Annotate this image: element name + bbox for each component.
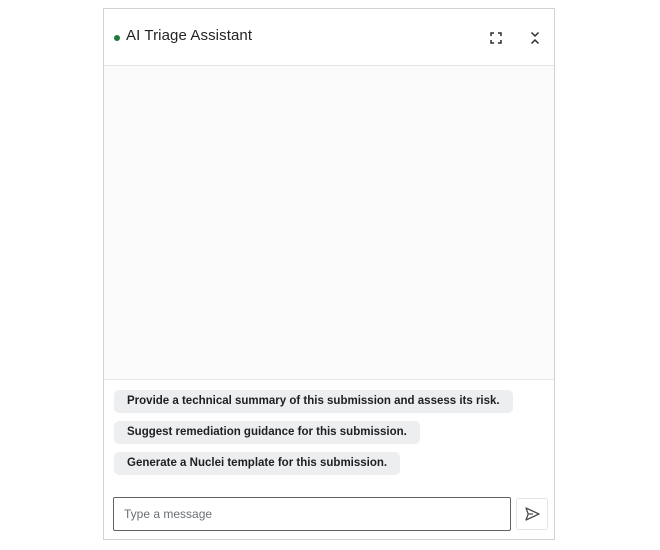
- ai-triage-assistant-panel: [103, 8, 555, 540]
- panel-title: AI Triage Assistant: [126, 27, 253, 44]
- message-composer: [113, 497, 511, 531]
- send-button[interactable]: [516, 498, 548, 530]
- suggestion-remediation-guidance[interactable]: Suggest remediation guidance for this submission.: [114, 421, 420, 444]
- suggestion-nuclei-template[interactable]: Generate a Nuclei template for this submission.: [114, 452, 400, 475]
- message-area[interactable]: [104, 66, 554, 380]
- suggestion-technical-summary[interactable]: Provide a technical summary of this submission and assess its risk.: [114, 390, 513, 413]
- collapse-button[interactable]: [524, 27, 546, 49]
- panel-header: [104, 9, 554, 66]
- send-icon: [525, 507, 540, 521]
- message-input[interactable]: [114, 498, 510, 530]
- suggestion-list: [114, 390, 513, 483]
- status-indicator: [114, 35, 120, 41]
- collapse-chevrons-icon: [529, 30, 541, 46]
- expand-icon: [490, 32, 502, 44]
- expand-button[interactable]: [485, 27, 507, 49]
